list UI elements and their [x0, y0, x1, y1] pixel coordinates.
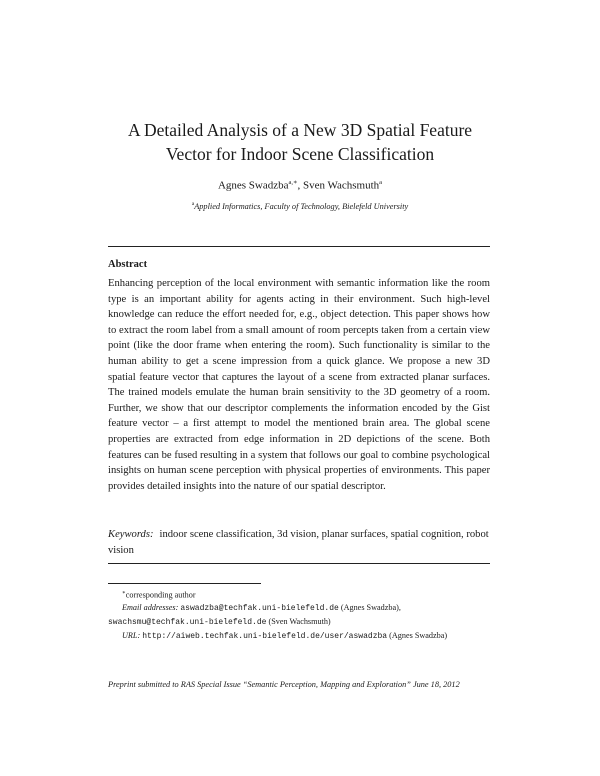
abstract-bottom-rule [108, 563, 490, 564]
corresponding-text: corresponding author [125, 590, 196, 600]
affiliation-mark: a [191, 201, 195, 207]
email-owner: (Agnes Swadzba), [338, 603, 401, 613]
author-name: Agnes Swadzba [217, 179, 289, 192]
abstract-heading: Abstract [108, 259, 148, 270]
affiliation-text: Applied Informatics, Faculty of Technology, Bielefeld University [194, 201, 409, 211]
abstract-top-rule [108, 246, 490, 247]
footnotes [108, 587, 498, 643]
keywords [108, 527, 490, 558]
email-link[interactable]: swachsmu@techfak.uni-bielefeld.de [108, 617, 267, 627]
footnote-rule [108, 583, 261, 584]
preprint-notice: Preprint submitted to RAS Special Issue “Semantic Perception, Mapping and Exploration” June 18, 2012 [108, 680, 460, 689]
keywords-text: indoor scene classification, 3d vision, planar surfaces, spatial cognition, robot vision [108, 529, 489, 556]
email-link[interactable]: aswadzba@techfak.uni-bielefeld.de [180, 604, 339, 614]
keywords-label: Keywords: [108, 529, 154, 540]
footnote-corresponding [108, 587, 498, 602]
author-marks: a [379, 179, 383, 186]
author-marks: a,∗ [288, 179, 298, 186]
footnote-url [108, 630, 498, 644]
url-link[interactable]: http://aiweb.techfak.uni-bielefeld.de/user/aswadzba [142, 631, 388, 641]
email-owner: (Sven Wachsmuth) [266, 616, 331, 626]
url-owner: (Agnes Swadzba) [387, 630, 448, 640]
url-label: URL: [122, 630, 141, 640]
affiliation [60, 201, 540, 211]
footnote-emails [108, 602, 498, 616]
abstract-body: Enhancing perception of the local environment with semantic information like the room type is an important ability for agents acting in their environment. Such high-level knowledge can reduce the effort needed for, e.g., object detection. This paper shows how to extract the room label from a small amount of room percepts taken from a certain view point (like the door frame when entering the room). Such functionality is similar to the human ability to get a scene impression from a quick glance. We propose a new 3D spatial feature vector that captures the layout of a scene from extracted planar surfaces. The trained models emulate the human brain sensitivity to the 3D geometry of a room. Further, we show that our descriptor complements the information encoded by the Gist feature vector – a first attempt to model the mentioned brain area. The global scene properties are extracted from edge information in 2D depictions of the scene. Both features can be fused resulting in a system that follows our goal to combine psychological insights on human scene perception with physical properties of environments. This paper provides detailed insights into the nature of our spatial descriptor. [108, 278, 490, 492]
email-label: Email addresses: [122, 603, 179, 613]
title-line-1: A Detailed Analysis of a New 3D Spatial Feature [127, 120, 473, 140]
paper-title [60, 118, 540, 166]
title-line-2: Vector for Indoor Scene Classification [165, 144, 435, 164]
corresponding-mark: ∗ [122, 590, 126, 596]
footnote-emails-cont [108, 616, 498, 630]
author-name: Sven Wachsmuth [302, 179, 380, 192]
author-separator: , [297, 179, 303, 192]
author-list [60, 178, 540, 192]
